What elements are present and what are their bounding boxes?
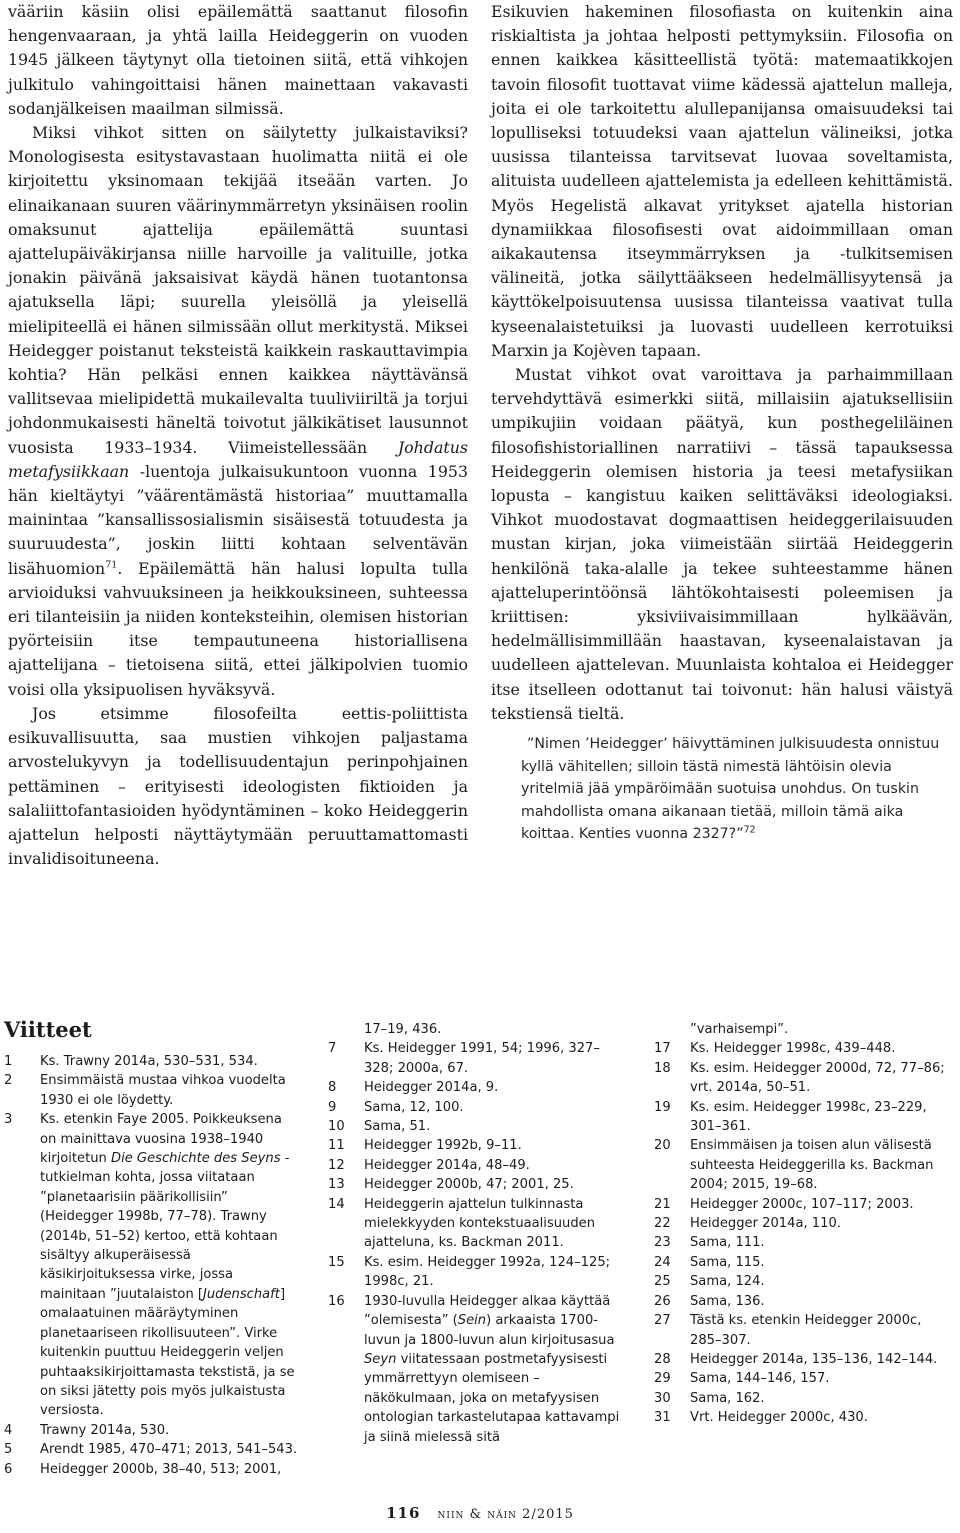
note-text: -tutkielman kohta, jossa viitataan ”planetaarisiin päärikollisiin” (Heidegger 1998b, 77–78). Trawny (2014b, 51–52) kertoo, että kohtaan sisältyy alkuperäisessä käsikirjoituksessa virke, jossa mainitaan ”juutalaiston [ [40,1151,290,1302]
note-text: Heidegger 2014a, 135–136, 142–144. [690,1351,938,1367]
note-item [654,1233,954,1252]
note-item [4,1421,302,1440]
note-number: 29 [654,1371,671,1387]
note-number: 4 [4,1422,13,1438]
note-text: 1930-luvulla Heidegger alkaa käyttää ”olemisesta” ( [364,1293,611,1329]
paragraph [8,121,468,702]
note-number: 2 [4,1073,13,1089]
note-number: 17 [654,1041,671,1057]
note-text: Heidegger 1992b, 9–11. [364,1138,522,1154]
note-item [328,1175,628,1194]
note-item [328,1253,628,1292]
note-item [654,1253,954,1272]
note-text: Ensimmäisen ja toisen alun välisestä suhteesta Heideggerilla ks. Backman 2004; 2015, 19–68. [690,1138,934,1193]
page-number: 116 [386,1504,421,1522]
footnote-ref[interactable]: 72 [743,824,756,836]
note-number: 19 [654,1099,671,1115]
note-text: Sama, 162. [690,1390,765,1406]
page-footer [0,1504,960,1522]
note-number: 16 [328,1293,345,1309]
book-title: Johdatus metafysiikkaan [8,437,468,481]
notes-column-1 [4,1052,302,1479]
term: Seyn [364,1351,397,1367]
note-item [654,1195,954,1214]
note-item [654,1311,954,1350]
note-number: 6 [4,1461,13,1477]
journal-name: niin & näin 2/2015 [437,1507,574,1522]
note-text: ) arkaaista 1700-luvun ja 1800-luvun alun kirjoitusasua [364,1313,615,1348]
note-item [328,1078,628,1097]
note-text: Heidegger 2000b, 38–40, 513; 2001, [40,1461,282,1477]
note-item [328,1292,628,1447]
term: Sein [457,1313,487,1329]
note-item [328,1136,628,1155]
note-number: 27 [654,1313,671,1329]
note-item [4,1460,302,1479]
term: Judenschaft [203,1286,280,1302]
note-text: Heidegger 2014a, 48–49. [364,1157,530,1173]
note-number: 21 [654,1196,671,1212]
note-text: Ks. esim. Heidegger 2000d, 72, 77–86; vrt. 2014a, 50–51. [690,1060,945,1096]
note-number: 15 [328,1254,345,1270]
note-number: 10 [328,1119,345,1135]
note-text: Sama, 124. [690,1274,765,1290]
note-number: 31 [654,1410,671,1426]
note-item [654,1039,954,1058]
note-item [654,1214,954,1233]
paragraph: Mustat vihkot ovat varoittava ja parhaimmillaan tervehdyttävä esimerkki siitä, millaisiin ajatuksellisiin umpikujiin voidaan päätyä, kun posthegeliläinen filosofishistoriallinen narratiivi – tässä tapauksessa Heideggerin olemisen historia ja teesi metafysiikan lopusta – kangistuu kaiken selittäväksi ideologiaksi. Vihkot muodostavat dogmaattisen heideggerilaisuuden mustan kirjan, joka viimeistään siirtää Heideggerin henkilönä taka-alalle ja tekee suhteestamme hänen ajatteluperintöönsä lähtökohtaisesti poleemisen ja kriittisen: yksiviivaisimmillaan hylkäävän, hedelmällisimmillään haastavan, kyseenalaistavan ja uudelleen ajattelevan. Muunlaista kohtaloa ei Heidegger itse itselleen odottanut tai toivonut: hän halusi väistyä tekstiensä tieltä. [491,365,953,723]
note-number: 14 [328,1196,345,1212]
note-text: Ks. esim. Heidegger 1992a, 124–125; 1998c, 21. [364,1254,611,1290]
body-column-right [491,0,953,726]
note-text: Sama, 12, 100. [364,1099,464,1115]
paragraph: vääriin käsiin olisi epäilemättä saattanut filosofin hengenvaaraan, ja yhtä lailla Heideggerin on vuoden 1945 jälkeen täytynyt olla tietoinen siitä, että vihkojen julkitulo vahingoittaisi hänen mainettaan vakavasti sodanjälkeisen maailman silmissä. [8,2,468,118]
note-text: Sama, 115. [690,1254,765,1270]
notes-column-3 [654,1020,954,1428]
paragraph-text: -luentoja julkaisukuntoon vuonna 1953 hän kieltäytyi ”väärentämästä historiaa” muuttamalla mainintaa ”kansallissosialismin sisäisestä totuudesta ja suuruudesta”, joskin liitti kohtaan selventävän lisähuomion [8,461,468,578]
book-title: Die Geschichte des Seyns [110,1151,281,1167]
note-number: 18 [654,1060,671,1076]
note-text: Ks. Trawny 2014a, 530–531, 534. [40,1054,258,1069]
paragraph: Jos etsimme filosofeilta eettis-poliittista esikuvallisuutta, saa mustien vihkojen paljastama arvostelukyvyn ja todellisuudentajun perinpohjainen pettäminen – erityisesti ideologisten fiktioiden ja salaliittofantasioiden hyödyntäminen – koko Heideggerin ajattelun helposti näyttäytymään peruuttamattomasti invalidisoituneena. [8,703,468,869]
note-text: Heidegger 2014a, 110. [690,1216,841,1232]
note-text: Ks. etenkin Faye 2005. Poikkeuksena on mainittava vuosina 1938–1940 kirjoitetun [40,1112,282,1167]
body-column-left [8,0,468,871]
note-item [654,1408,954,1427]
note-text: Trawny 2014a, 530. [40,1422,170,1438]
note-text: Ks. Heidegger 1991, 54; 1996, 327–328; 2000a, 67. [364,1041,600,1076]
note-number: 11 [328,1138,345,1154]
note-number: 22 [654,1216,671,1232]
paragraph-text: Miksi vihkot sitten on säilytetty julkaistaviksi? Monologisesta esitystavastaan huolimatta niitä ei ole kirjoitettu yksinomaan tekijää itseään varten. Jo elinaikanaan suuren väärinymmärretyn yksinäisen roolin omaksunut ajattelija epäilemättä suuntasi ajattelupäiväkirjansa niille harvoille ja valituille, jotka jonakin päivänä jaksaisivat käydä hänen tuotantonsa ajatuksella läpi; suurella yleisöllä ja yleisellä mielipiteellä ei hänen silmissään ollut merkitystä. Miksei Heidegger poistanut teksteistä kaikkein raskauttavimpia kohtia? Hän pelkäsi ennen kaikkea näyttävänsä vallitsevaa mielipidettä mukailevalta tuuliviiriltä ja torjui johdonmukaisesti häneltä toivotut jälkikätiset lausunnot vuosista 1933–1934. Viimeistellessään [8,123,468,457]
note-text: Arendt 1985, 470–471; 2013, 541–543. [40,1442,298,1458]
note-text: Ks. Heidegger 1998c, 439–448. [690,1041,896,1057]
note-number: 26 [654,1293,671,1309]
note-number: 23 [654,1235,671,1251]
note-text: Vrt. Heidegger 2000c, 430. [690,1410,868,1426]
note-text: Sama, 51. [364,1119,431,1135]
note-text: Ks. esim. Heidegger 1998c, 23–229, 301–361. [690,1099,927,1135]
note-text: Tästä ks. etenkin Heidegger 2000c, 285–307. [690,1313,922,1348]
note-number: 24 [654,1254,671,1270]
note-item [328,1098,628,1117]
note-number: 20 [654,1138,671,1154]
note-text: viitatessaan postmetafyysisesti ymmärrettyyn olemiseen – näkökulmaan, joka on metafyysisen ontologian tarkastelutapaa kattavampi ja siinä mielessä sitä [364,1351,620,1445]
note-number: 7 [328,1041,337,1057]
note-number: 8 [328,1080,337,1096]
note-number: 5 [4,1442,13,1458]
note-text: ] omalaatuinen määräytyminen planetaariseen rikollisuuteen”. Virke kuitenkin puuttuu Heideggerin veljen puhtaaksikirjoittamasta tekstistä, ja se on siksi jätetty pois myös julkaistusta versiosta. [40,1286,295,1419]
notes-column-2 [328,1020,628,1447]
block-quote [521,733,953,846]
note-item [328,1117,628,1136]
note-item [328,1156,628,1175]
note-item [328,1195,628,1253]
note-text: Heidegger 2000b, 47; 2001, 25. [364,1177,574,1193]
note-item [4,1052,302,1071]
note-text: Sama, 144–146, 157. [690,1371,830,1387]
note-number: 3 [4,1112,13,1128]
footnote-ref[interactable]: 71 [105,559,118,571]
note-continuation: 17–19, 436. [364,1022,442,1037]
note-item [654,1272,954,1291]
note-text: Ensimmäistä mustaa vihkoa vuodelta 1930 ei ole löydetty. [40,1073,286,1108]
note-continuation: ”varhaisempi”. [690,1022,789,1037]
note-number: 12 [328,1157,345,1173]
note-item [654,1136,954,1194]
note-text: Heidegger 2000c, 107–117; 2003. [690,1196,914,1212]
note-number: 28 [654,1351,671,1367]
note-number: 13 [328,1177,345,1193]
note-item [328,1039,628,1078]
paragraph: Esikuvien hakeminen filosofiasta on kuitenkin aina riskialtista ja johtaa helposti pettymyksiin. Filosofia on ennen kaikkea käsitteellistä työtä: matemaatikkojen tavoin filosofit tuottavat viime kädessä ajattelun malleja, joita ei ole tarkoitettu alullepanijansa omaisuudeksi tai lopulliseksi totuudeksi vaan ajattelun välineiksi, jotka uusissa tilanteissa tarvitsevat luovaa soveltamista, alituista uudelleen ajattelemista ja edelleen kehittämistä. Myös Hegelistä alkavat yritykset ajatella historian dynamiikkaa filosofisesti ovat aidoimmillaan oman aikakautensa itseymmärryksen ja -tulkitsemisen välineitä, jotka säilyttääkseen hedelmällisyytensä ja käyttökelpoisuutensa uusissa tilanteissa vaativat tulla kyseenalaistetuiksi ja luovasti uudelleen kerrotuiksi Marxin ja Kojèven tapaan. [491,2,953,360]
note-item [4,1440,302,1459]
note-number: 30 [654,1390,671,1406]
note-number: 25 [654,1274,671,1290]
note-number: 9 [328,1099,337,1115]
note-text: Sama, 111. [690,1235,765,1251]
note-item [654,1292,954,1311]
paragraph-text: . Epäilemättä hän halusi lopulta tulla arvioiduksi vahvuuksineen ja heikkouksineen, suhteessa eri tilanteisiin ja niiden konteksteihin, olemisen historian pyörteisiin itse tempautuneena historiallisena ajattelijana – tietoisena siitä, ettei jälkipolvien tuomio voisi olla yksipuolisen hyväksyvä. [8,558,468,699]
note-item [654,1098,954,1137]
note-item [654,1369,954,1388]
note-item [4,1071,302,1110]
note-text: Heideggerin ajattelun tulkinnasta mielekkyyden kontekstuaalisuuden ajatteluna, ks. Backman 2011. [364,1196,596,1251]
note-number: 1 [4,1054,13,1069]
note-item [654,1059,954,1098]
note-text: Sama, 136. [690,1293,765,1309]
endnotes-section [0,1017,960,1477]
quote-text: ”Nimen ’Heidegger’ häivyttäminen julkisuudesta onnistuu kyllä vähitellen; silloin tästä nimestä lähtöisin olevia yritelmiä jää ympäröimään suotuisa unohdus. On tuskin mahdollista omana aikanaan tietää, milloin tämä aika koittaa. Kenties vuonna 2327?” [521,736,940,842]
note-item [654,1389,954,1408]
note-item [4,1110,302,1421]
note-item [654,1350,954,1369]
notes-heading: Viitteet [4,1017,92,1042]
note-text: Heidegger 2014a, 9. [364,1080,499,1096]
